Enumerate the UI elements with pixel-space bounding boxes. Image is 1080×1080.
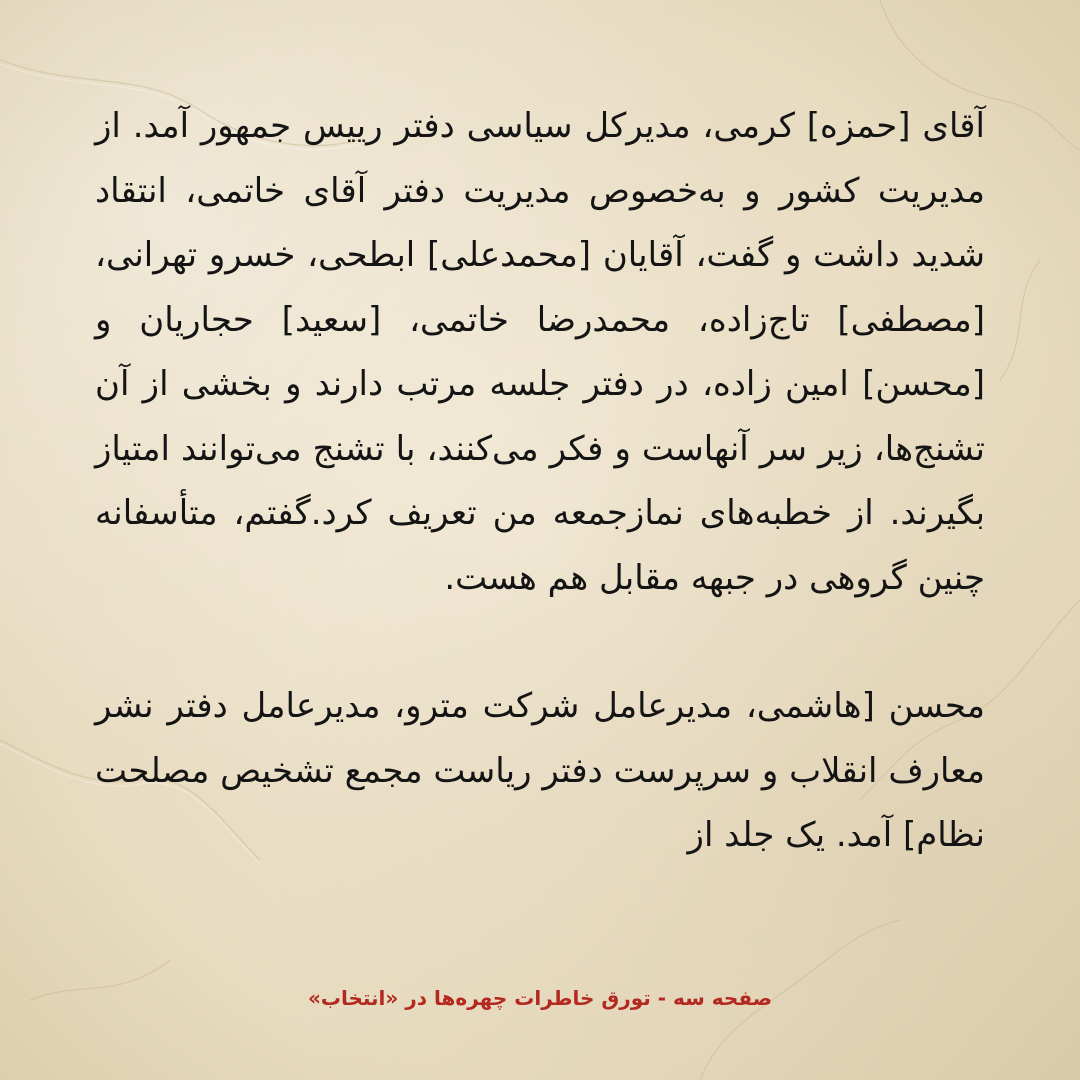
footer-caption: صفحه سه - تورق خاطرات چهره‌ها در «انتخاب»	[307, 986, 773, 1010]
paragraph: آقای [حمزه] کرمی، مدیرکل سیاسی دفتر رییس جمهور آمد. از مدیریت کشور و به‌خصوص مدیریت دفتر آقای خاتمی، انتقاد شدید داشت و گفت، آقایان [محمدعلی] ابطحی، خسرو تهرانی، [مصطفی] تاج‌زاده، محمدرضا خاتمی، [سعید] حجاریان و [محسن] امین زاده، در دفتر جلسه مرتب دارند و بخشی از آن تشنج‌ها، زیر سر آنهاست و فکر می‌کنند، با تشنج می‌توانند امتیاز بگیرند. از خطبه‌های نمازجمعه من تعریف کرد.گفتم، متأسفانه چنین گروهی در جبهه مقابل هم هست.	[95, 106, 985, 598]
paragraph-gap	[95, 610, 985, 674]
text-body	[95, 94, 985, 868]
paragraph: محسن [هاشمی، مدیرعامل شرکت مترو، مدیرعامل دفتر نشر معارف انقلاب و سرپرست دفتر ریاست مجمع تشخیص مصلحت نظام] آمد. یک جلد از	[95, 686, 985, 855]
